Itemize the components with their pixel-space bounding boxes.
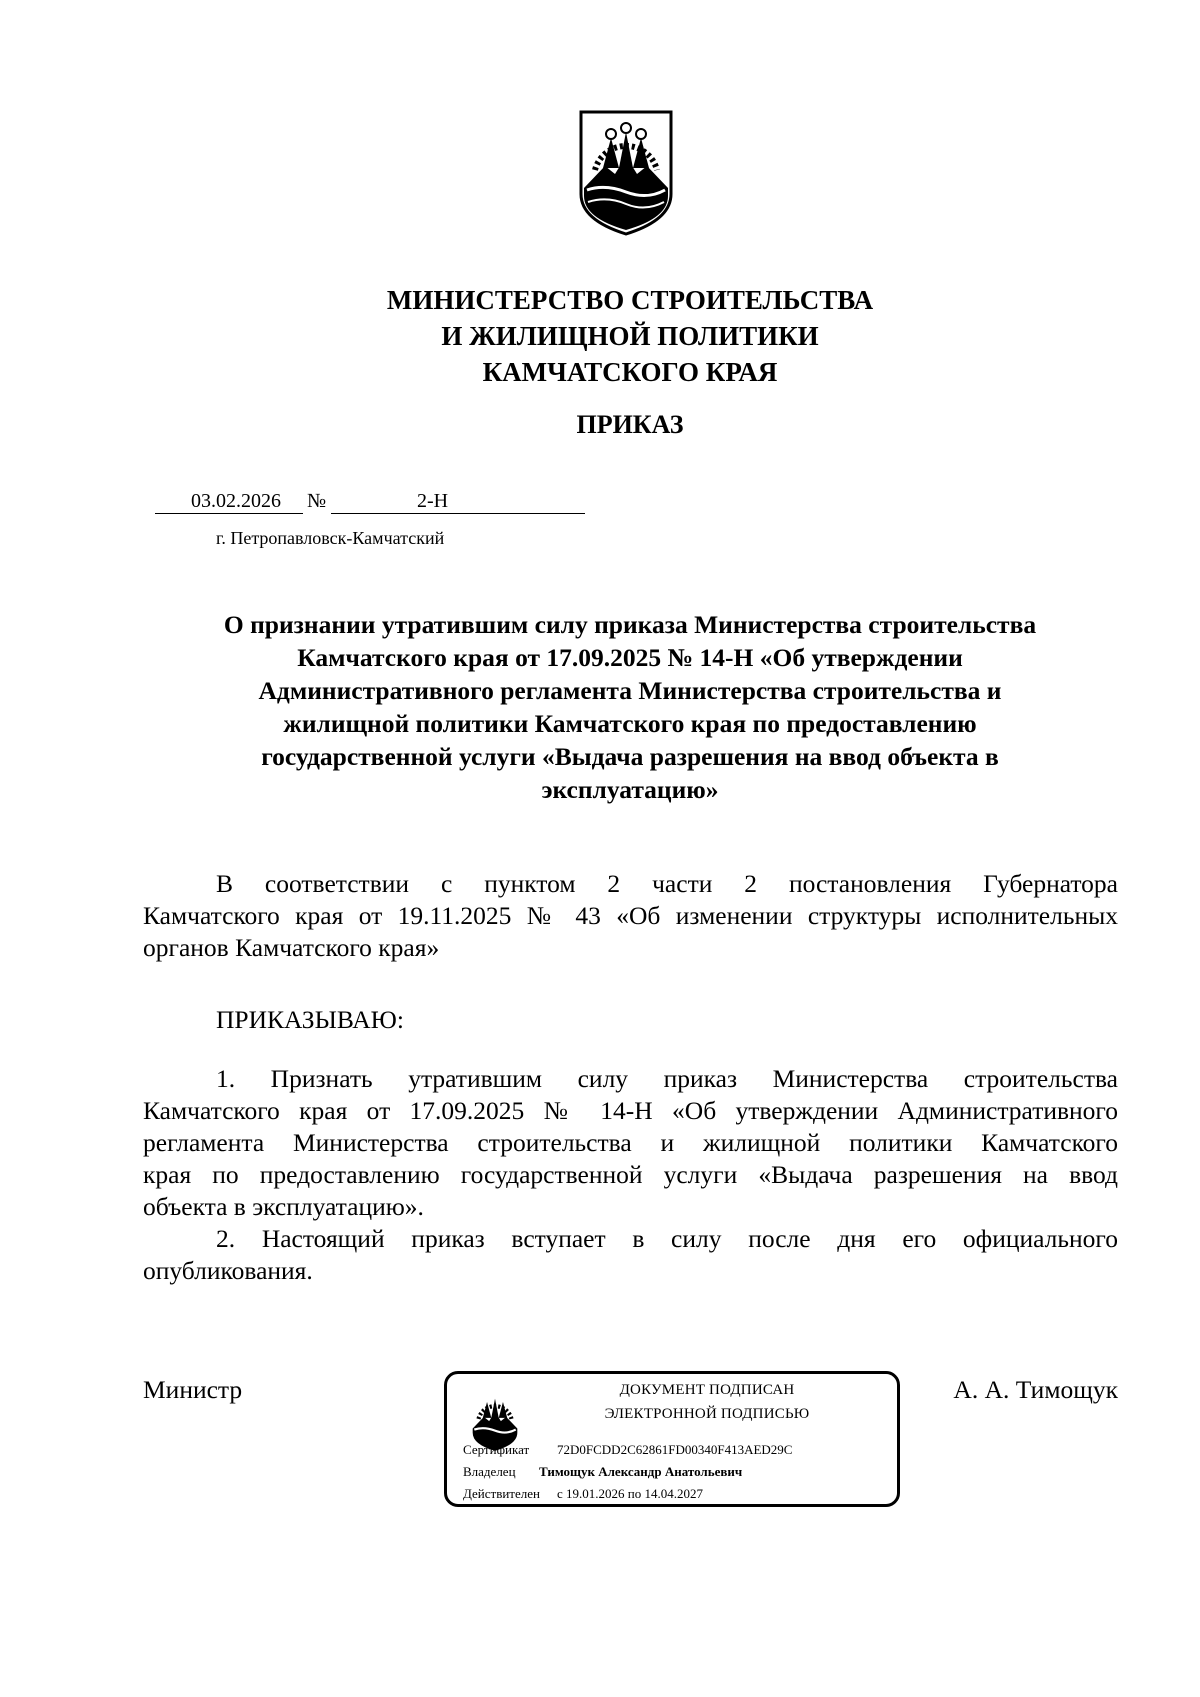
stamp-owner-value: Тимощук Александр Анатольевич [539,1464,743,1479]
preamble-paragraph [143,868,1118,964]
ministry-line: И ЖИЛИЩНОЙ ПОЛИТИКИ [441,321,819,351]
number-underline [331,513,585,514]
subject-line: жилищной политики Камчатского края по предоставлению [283,709,977,738]
stamp-owner-row [463,1464,742,1480]
subject-line: О признании утратившим силу приказа Министерства строительства [223,610,1037,639]
item-line: опубликования. [143,1256,313,1285]
stamp-cert-label: Сертификат [463,1442,530,1457]
signatory-name: А. А. Тимощук [953,1375,1118,1404]
subject-line: государственной услуги «Выдача разрешения на ввод объекта в [261,742,999,771]
stamp-title-line: ЭЛЕКТРОННОЙ ПОДПИСЬЮ [604,1406,810,1422]
stamp-owner-label: Владелец [463,1464,516,1479]
preamble-line: органов Камчатского края» [143,933,440,962]
stamp-valid-label: Действителен [463,1486,540,1501]
date-underline [155,513,303,514]
item-line: края по предоставлению государственной услуги «Выдача разрешения на ввод [143,1160,1118,1189]
order-subject [150,608,1110,806]
stamp-validity-row [463,1486,703,1502]
preamble-line: Камчатского края от 19.11.2025 № 43 «Об изменении структуры исполнительных [143,901,1118,930]
subject-line: эксплуатацию» [541,775,719,804]
date-number-row [155,490,585,516]
stamp-title-line: ДОКУМЕНТ ПОДПИСАН [619,1382,795,1398]
item-line: 1. Признать утратившим силу приказ Министерства строительства [216,1064,1118,1093]
item-line: объекта в эксплуатацию». [143,1192,424,1221]
stamp-valid-value: с 19.01.2026 по 14.04.2027 [557,1486,703,1501]
item-line: Камчатского края от 17.09.2025 № 14-Н «Об утверждении Административного [143,1096,1118,1125]
coat-of-arms-emblem [575,108,677,236]
orders-word: ПРИКАЗЫВАЮ: [216,1005,404,1034]
city: г. Петропавловск-Камчатский [216,528,445,548]
number-sign: № [307,490,327,512]
stamp-cert-value: 72D0FCDD2C62861FD00340F413AED29C [557,1442,793,1457]
item-line: 2. Настоящий приказ вступает в силу после дня его официального [216,1224,1118,1253]
preamble-line: В соответствии с пунктом 2 части 2 постановления Губернатора [216,869,1118,898]
signatory-position: Министр [143,1375,243,1404]
ministry-name [300,282,960,390]
stamp-certificate-row [463,1442,792,1458]
electronic-signature-stamp [444,1371,900,1507]
subject-line: Камчатского края от 17.09.2025 № 14-Н «Об утверждении [297,643,963,672]
order-number: 2-Н [417,490,449,512]
ministry-line: МИНИСТЕРСТВО СТРОИТЕЛЬСТВА [386,285,874,315]
subject-line: Административного регламента Министерства строительства и [258,676,1002,705]
order-date: 03.02.2026 [191,490,281,512]
order-items [143,1063,1118,1287]
ministry-line: КАМЧАТСКОГО КРАЯ [482,357,778,387]
item-line: регламента Министерства строительства и жилищной политики Камчатского [143,1128,1118,1157]
document-type: ПРИКАЗ [576,410,684,439]
